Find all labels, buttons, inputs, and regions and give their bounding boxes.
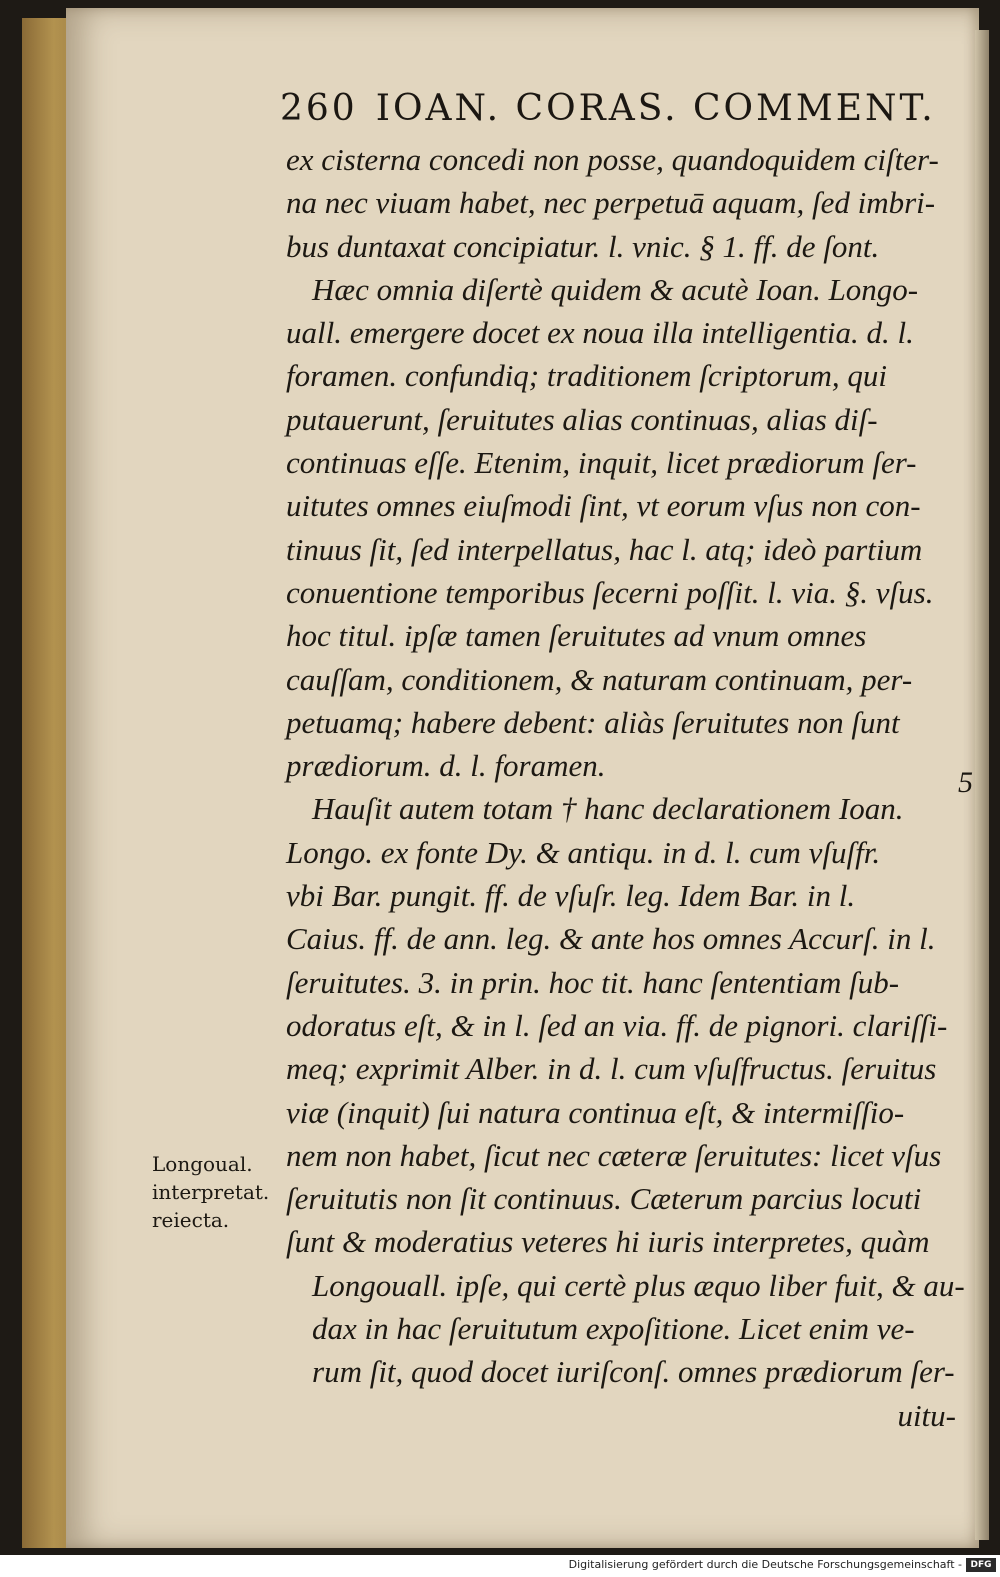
page-number: 260 — [280, 88, 358, 129]
text-line: hoc titul. ipſæ tamen ſeruitutes ad vnum omnes — [286, 618, 867, 654]
body-text — [286, 138, 965, 1437]
text-line: meq; exprimit Alber. in d. l. cum vſuſfructus. ſeruitus — [286, 1051, 937, 1087]
text-line: viæ (inquit) ſui natura continua eſt, & intermiſſio- — [286, 1094, 905, 1130]
margin-note-line: interpretat. — [152, 1180, 270, 1204]
text-line: Longouall. ipſe, qui certè plus æquo liber fuit, & au- — [312, 1267, 965, 1303]
margin-note — [152, 1150, 269, 1234]
text-line: nem non habet, ſicut nec cæteræ ſeruitutes: licet vſus — [286, 1137, 942, 1173]
running-header — [280, 88, 936, 129]
text-line: rum ſit, quod docet iuriſconſ. omnes prædiorum ſer- — [312, 1354, 955, 1390]
text-line: foramen. confundiq; traditionem ſcriptorum, qui — [286, 358, 888, 394]
text-line: continuas eſſe. Etenim, inquit, licet prædiorum ſer- — [286, 445, 917, 481]
footer-credit: Digitalisierung gefördert durch die Deutsche Forschungsgemeinschaft - — [568, 1558, 962, 1571]
text-line: vbi Bar. pungit. ff. de vſuſr. leg. Idem Bar. in l. — [286, 878, 856, 914]
running-title: IOAN. CORAS. COMMENT. — [375, 88, 936, 129]
text-line: tinuus ſit, ſed interpellatus, hac l. atq; ideò partium — [286, 531, 923, 567]
footer-bar — [0, 1555, 1000, 1577]
text-line: ſunt & moderatius veteres hi iuris interpretes, quàm — [286, 1224, 930, 1260]
text-line: prædiorum. d. l. foramen. — [286, 748, 606, 784]
text-line: petuamq; habere debent: aliàs ſeruitutes non ſunt — [286, 704, 900, 740]
text-line: dax in hac ſeruitutum expoſitione. Licet enim ve- — [312, 1311, 915, 1347]
text-line: conuentione temporibus ſecerni poſſit. l. via. §. vſus. — [286, 574, 934, 610]
text-line: na nec viuam habet, nec perpetuā aquam, ſed imbri- — [286, 185, 936, 221]
text-line: odoratus eſt, & in l. ſed an via. ff. de pignori. clariſſi- — [286, 1007, 948, 1043]
side-marker: 5 — [958, 766, 973, 799]
text-line: uitutes omnes eiuſmodi ſint, vt eorum vſus non con- — [286, 488, 921, 524]
page-edge — [975, 30, 989, 1540]
text-line: putauerunt, ſeruitutes alias continuas, alias diſ- — [286, 401, 878, 437]
text-line: ex cisterna concedi non posse, quandoquidem ciſter- — [286, 142, 939, 177]
text-line: cauſſam, conditionem, & naturam continuam, per- — [286, 661, 913, 697]
text-line: ſeruitutes. 3. in prin. hoc tit. hanc ſententiam ſub- — [286, 964, 900, 1000]
text-line: bus duntaxat concipiatur. l. vnic. § 1. ff. de ſont. — [286, 228, 880, 264]
text-line: uall. emergere docet ex noua illa intelligentia. d. l. — [286, 315, 914, 351]
text-line: ſeruitutis non ſit continuus. Cæterum parcius locuti — [286, 1181, 922, 1217]
text-line: Hæc omnia diſertè quidem & acutè Ioan. Longo- — [312, 271, 919, 307]
margin-note-line: Longoual. — [152, 1152, 253, 1176]
text-line: Hauſit autem totam † hanc declarationem Ioan. — [312, 791, 904, 827]
text-line: Caius. ff. de ann. leg. & ante hos omnes Accurſ. in l. — [286, 921, 936, 957]
catchword: uitu- — [897, 1397, 956, 1433]
margin-note-line: reiecta. — [152, 1208, 230, 1232]
text-line: Longo. ex fonte Dy. & antiqu. in d. l. cum vſuſfr. — [286, 834, 881, 870]
dfg-logo-icon: DFG — [966, 1558, 996, 1572]
